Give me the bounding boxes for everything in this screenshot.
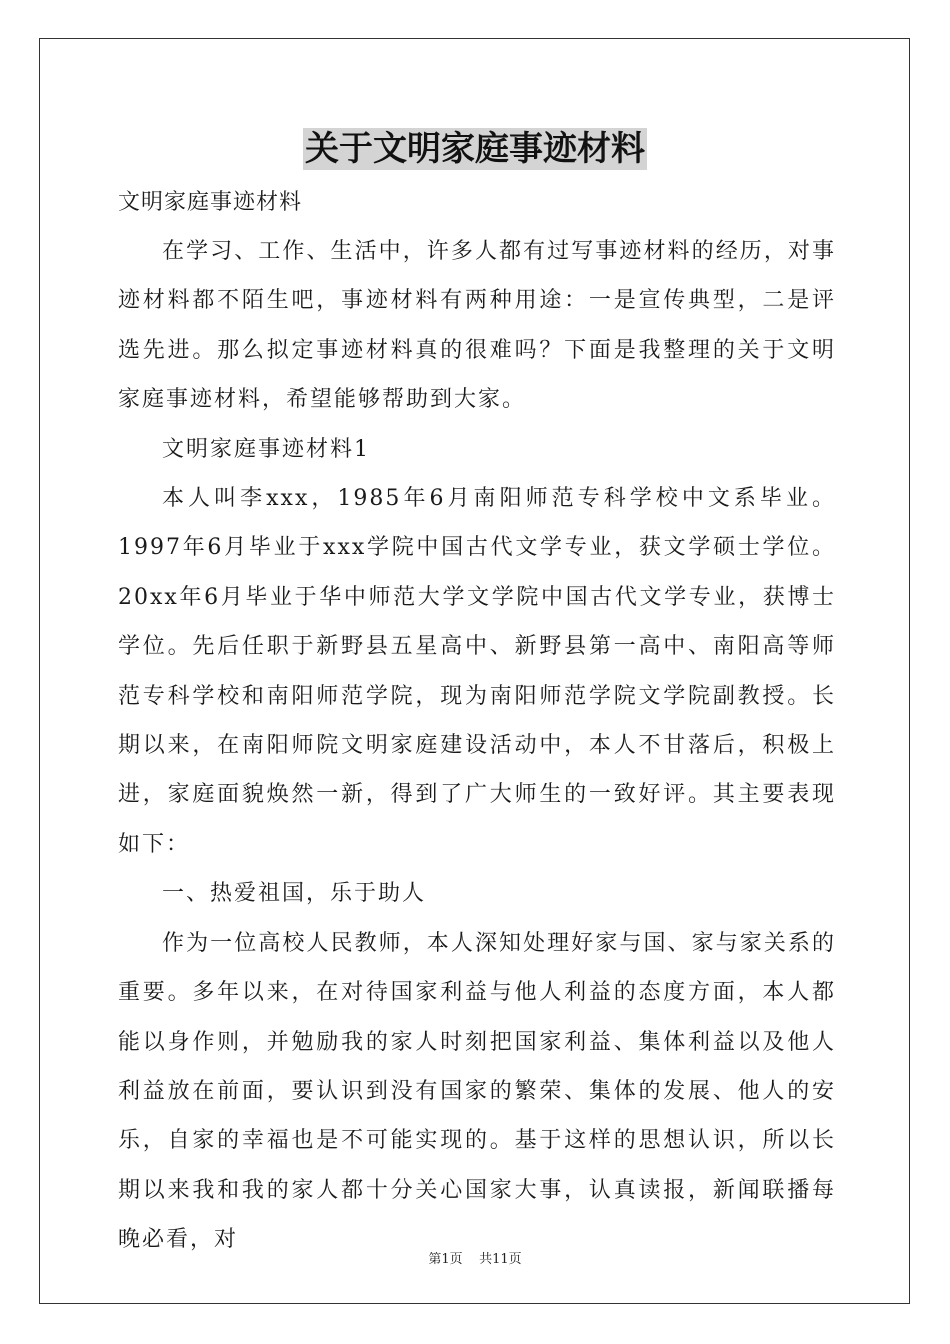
document-subtitle: 文明家庭事迹材料 — [118, 190, 303, 215]
document-body — [118, 178, 836, 1265]
page-footer: 第1页 共11页 — [428, 1252, 522, 1267]
section-heading-material-1: 文明家庭事迹材料1 — [162, 436, 370, 462]
biography-paragraph: 本人叫李xxx，1985年6月南阳师范专科学校中文系毕业。1997年6月毕业于xxx学院中国古代文学专业，获文学硕士学位。20xx年6月毕业于华中师范大学文学院中国古代文学专业，获博士学位。先后任职于新野县五星高中、新野县第一高中、南阳高等师范专科学校和南阳师范学院，现为南阳师范学院文学院副教授。长期以来，在南阳师院文明家庭建设活动中，本人不甘落后，积极上进，家庭面貌焕然一新，得到了广大师生的一致好评。其主要表现如下： — [118, 486, 836, 857]
patriotism-paragraph: 作为一位高校人民教师，本人深知处理好家与国、家与家关系的重要。多年以来，在对待国家利益与他人利益的态度方面，本人都能以身作则，并勉励我的家人时刻把国家利益、集体利益以及他人利益放在前面，要认识到没有国家的繁荣、集体的发展、他人的安乐，自家的幸福也是不可能实现的。基于这样的思想认识，所以长期以来我和我的家人都十分关心国家大事，认真读报，新闻联播每晚必看，对 — [118, 930, 836, 1253]
intro-paragraph: 在学习、工作、生活中，许多人都有过写事迹材料的经历，对事迹材料都不陌生吧，事迹材料有两种用途：一是宣传典型，二是评选先进。那么拟定事迹材料真的很难吗？下面是我整理的关于文明家庭事迹材料，希望能够帮助到大家。 — [118, 239, 836, 413]
document-title: 关于文明家庭事迹材料 — [305, 129, 645, 169]
section-heading-patriotism: 一、热爱祖国，乐于助人 — [162, 881, 427, 907]
title-container — [0, 128, 950, 170]
